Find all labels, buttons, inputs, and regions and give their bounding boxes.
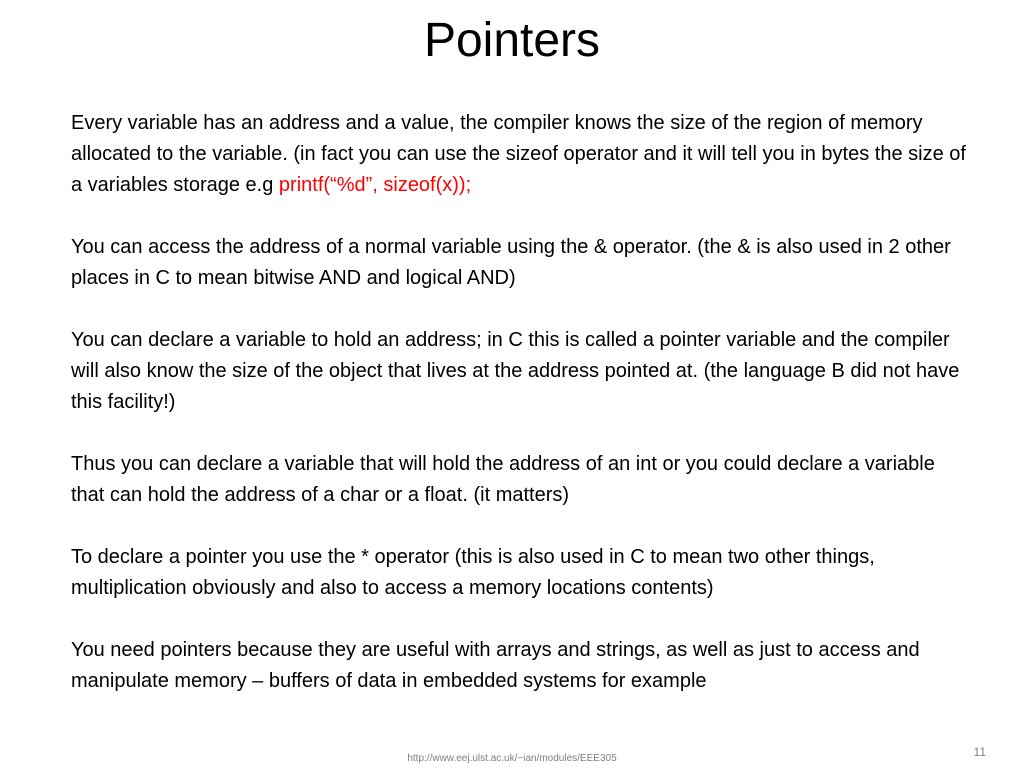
paragraph-text: Every variable has an address and a value, the compiler knows the size of the region of memory allocated to the variable. (in fact you can use the sizeof operator and it will tell you in bytes the size of a variables storage e.g [71,112,966,196]
slide-title: Pointers [423,14,601,67]
footer-url: http://www.eej.ulst.ac.uk/~ian/modules/EEE305 [407,753,617,764]
paragraph-pointer-variable: You can declare a variable to hold an address; in C this is called a pointer variable and the compiler will also know the size of the object that lives at the address pointed at. (the language B did not have this facility!) [71,329,960,413]
paragraph-sizeof [71,108,971,201]
slide-number: 11 [973,745,986,759]
paragraph-address-operator: You can access the address of a normal variable using the & operator. (the & is also used in 2 other places in C to mean bitwise AND and logical AND) [71,236,951,289]
paragraph-why-pointers: You need pointers because they are useful with arrays and strings, as well as just to access and manipulate memory – buffers of data in embedded systems for example [71,639,920,692]
paragraph-declare-pointer: To declare a pointer you use the * operator (this is also used in C to mean two other things, multiplication obviously and also to access a memory locations contents) [71,546,875,599]
slide-body [71,108,971,697]
code-snippet: printf(“%d”, sizeof(x)); [278,174,472,196]
paragraph-pointer-types: Thus you can declare a variable that will hold the address of an int or you could declare a variable that can hold the address of a char or a float. (it matters) [71,453,935,506]
